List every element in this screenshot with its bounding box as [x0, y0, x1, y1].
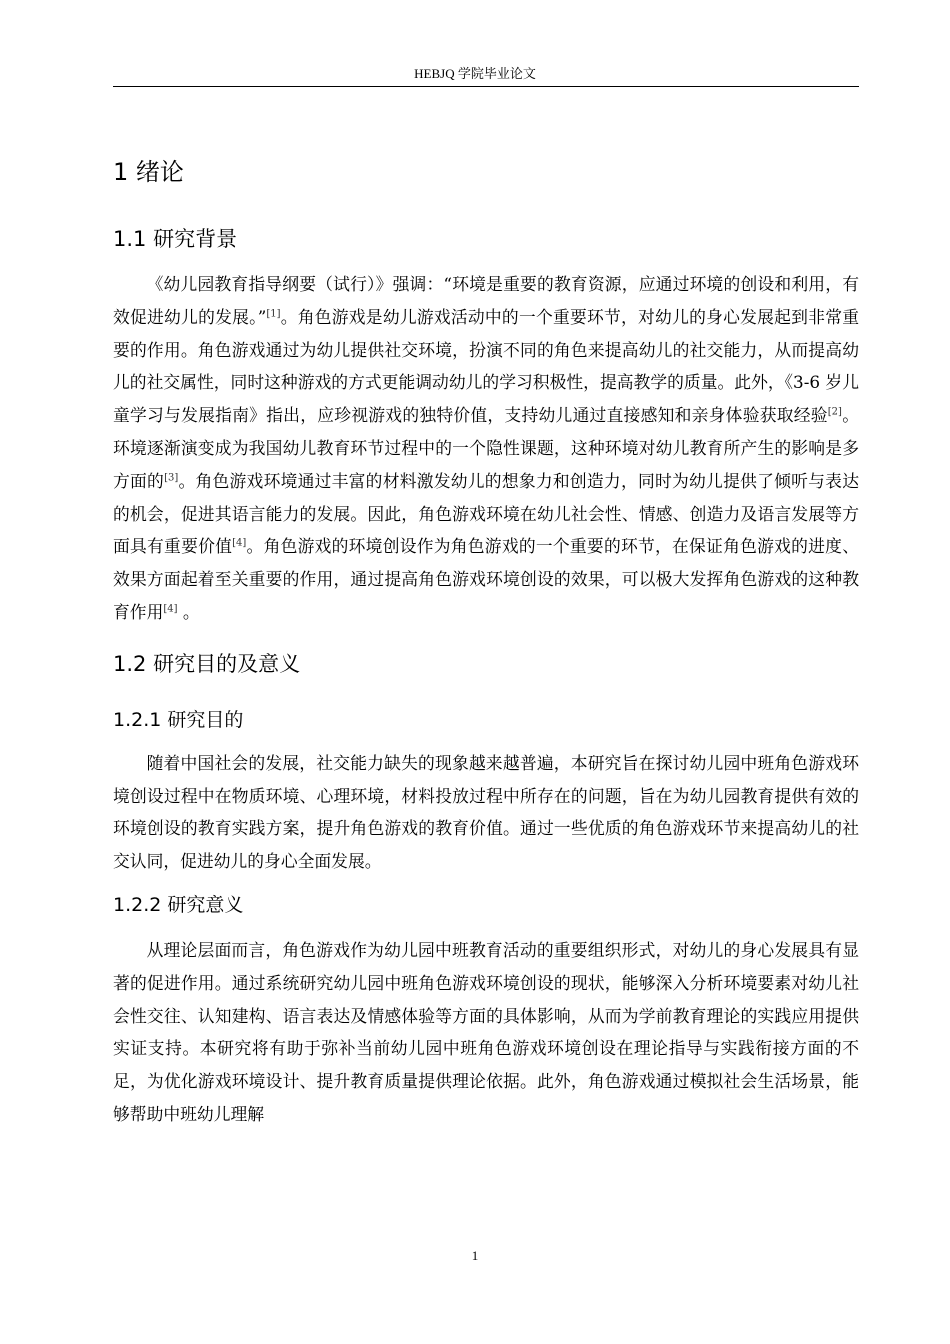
background-text-c: 。环境逐渐演变成为我国幼儿教育环节过程中的一个隐性课题，这种环境对幼儿教育所产生的影响是多方面的	[113, 405, 859, 491]
subsection-heading-purpose: 1.2.1 研究目的	[113, 708, 244, 731]
page-body	[113, 150, 859, 1131]
page-number: 1	[471, 1248, 479, 1263]
citation-4a: [4]	[232, 537, 247, 549]
chapter-heading: 1 绪论	[113, 158, 184, 186]
background-text-f: 。	[177, 601, 200, 622]
background-text-b: 。角色游戏是幼儿游戏活动中的一个重要环节，对幼儿的身心发展起到非常重要的作用。角色游戏通过为幼儿提供社交环境，扮演不同的角色来提高幼儿的社交能力，从而提高幼儿的社交属性，同时这种游戏的方式更能调动幼儿的学习积极性，提高教学的质量。此外，《3-6 岁儿童学习与发展指南》指出，应珍视游戏的独特价值，支持幼儿通过直接感知和亲身体验获取经验	[113, 306, 859, 426]
running-header: HEBJQ 学院毕业论文	[414, 66, 536, 81]
section-heading-background: 1.1 研究背景	[113, 227, 238, 251]
citation-4b: [4]	[163, 603, 178, 615]
section-heading-purpose-significance: 1.2 研究目的及意义	[113, 651, 301, 676]
citation-2: [2]	[827, 406, 842, 418]
citation-3: [3]	[164, 472, 179, 484]
background-text-d: 。角色游戏环境通过丰富的材料激发幼儿的想象力和创造力，同时为幼儿提供了倾听与表达的机会，促进其语言能力的发展。因此，角色游戏环境在幼儿社会性、情感、创造力及语言发展等方面具有重要价值	[113, 470, 859, 557]
subsection-heading-significance: 1.2.2 研究意义	[113, 893, 244, 916]
background-text-e: 。角色游戏的环境创设作为角色游戏的一个重要的环节，在保证角色游戏的进度、效果方面起着至关重要的作用，通过提高角色游戏环境创设的效果，可以极大发挥角色游戏的这种教育作用	[113, 536, 859, 622]
background-paragraph	[113, 268, 859, 629]
header-rule	[113, 86, 859, 87]
significance-paragraph: 从理论层面而言，角色游戏作为幼儿园中班教育活动的重要组织形式，对幼儿的身心发展具有显著的促进作用。通过系统研究幼儿园中班角色游戏环境创设的现状，能够深入分析环境要素对幼儿社会性交往、认知建构、语言表达及情感体验等方面的具体影响，从而为学前教育理论的实践应用提供实证支持。本研究将有助于弥补当前幼儿园中班角色游戏环境创设在理论指导与实践衔接方面的不足，为优化游戏环境设计、提升教育质量提供理论依据。此外，角色游戏通过模拟社会生活场景，能够帮助中班幼儿理解	[113, 939, 859, 1124]
citation-1: [1]	[266, 308, 281, 320]
background-text-a: 《幼儿园教育指导纲要（试行）》强调：“环境是重要的教育资源，应通过环境的创设和利用，有效促进幼儿的发展。”	[113, 274, 859, 327]
purpose-paragraph: 随着中国社会的发展，社交能力缺失的现象越来越普遍，本研究旨在探讨幼儿园中班角色游戏环境创设过程中在物质环境、心理环境，材料投放过程中所存在的问题，旨在为幼儿园教育提供有效的环境创设的教育实践方案，提升角色游戏的教育价值。通过一些优质的角色游戏环节来提高幼儿的社交认同，促进幼儿的身心全面发展。	[113, 752, 859, 872]
